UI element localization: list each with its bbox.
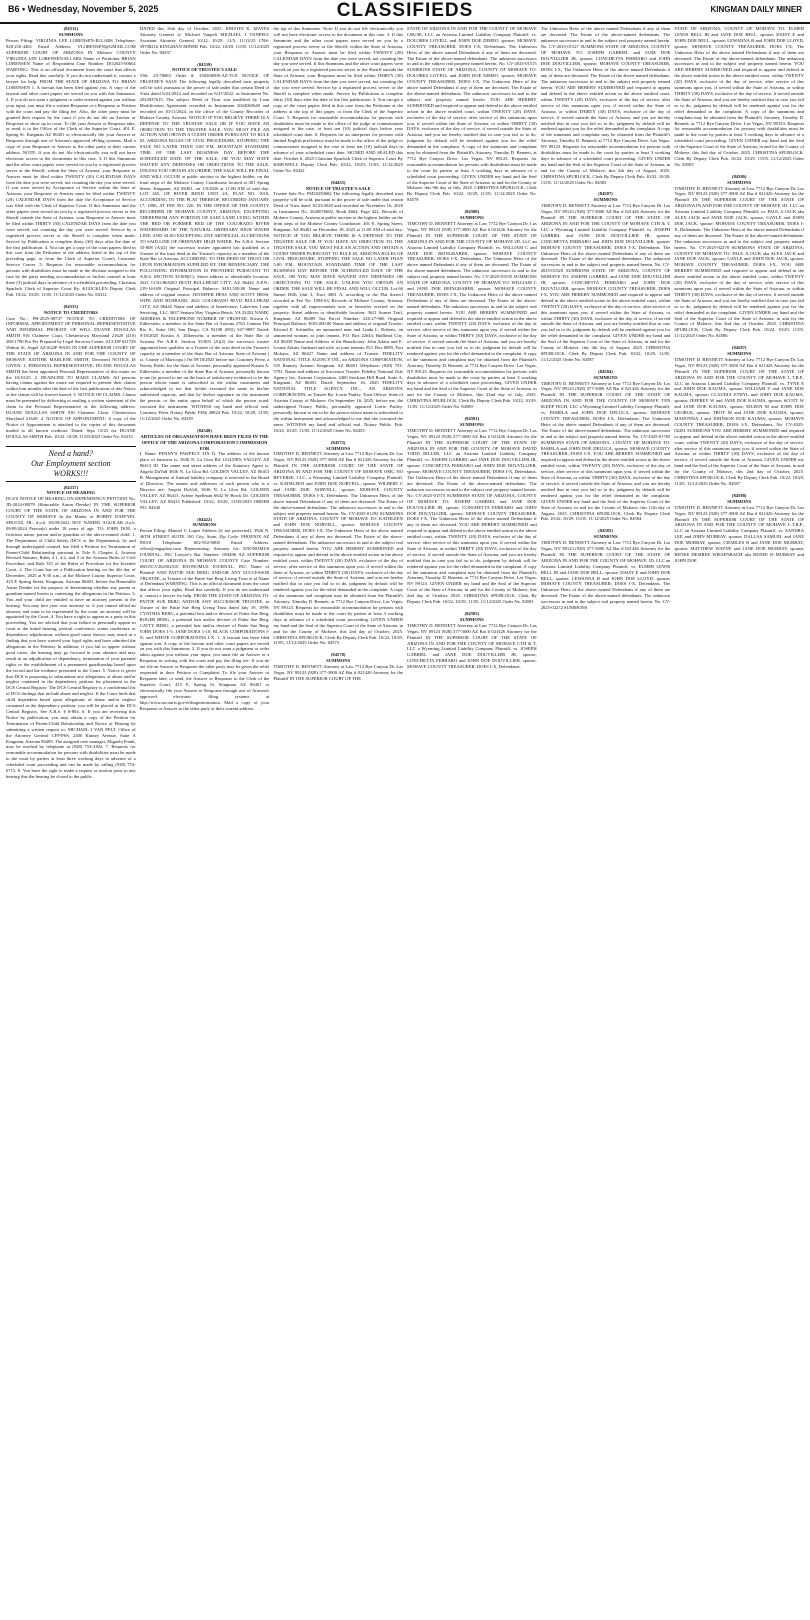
legal-notice [541, 26, 671, 185]
notice-body: the top of this Summons. Note: If you do not file electronically you will not have electronic access to the document in this case. 3. If this Summons and the other court papers were served on you by a registered process server or the Sheriff, within the State of Arizona, your Response or Answer must be filed within TWENTY (20) CALENDAR DAYS from the date you were served, not counting the day you were served. If this Summons and the other court papers were served on you by a registered process server or the Sheriff outside the State of Arizona, your Response must be filed within THIRTY (30) CALENDAR DAYS from the date you were served, not counting the day you were served. Service by a registered process server or the Sheriff is complete when made. Service by Publication is complete thirty (30) days after the date of the first publication. 4. You can get a copy of the court papers filed in this case from the Petitioner at the address at the top of this paper, or from the Clerk of the Superior Court. 5. Requests for reasonable accommodation for persons with disabilities must be made to the office of the judge or commissioner assigned to the case, at least ten (10) judicial days before your scheduled court date. 6. Requests for an interpreter for persons with limited English proficiency must be made to the office of the judge or commissioner assigned to the case at least ten (10) judicial days in advance of your scheduled court date. SIGNED AND SEALED this date: October 6, 2025 Christina Spurlock Clerk of Superior Court By KSHOWELL Deputy Clerk Pub. 10/22, 10/29, 11/05, 11/12/2025 Order No. 84422 [273, 26, 404, 173]
notice-title: SUMMONS [459, 215, 484, 221]
notice-title: SUMMONS [593, 197, 618, 203]
legal-notice [273, 180, 403, 434]
notice-title: SUMMONS [727, 498, 752, 504]
legal-notice [140, 428, 270, 511]
notice-title: SUMMONS [459, 616, 484, 622]
notice-body: The Unknown Heirs of the above named Defendants if any of them are deceased. The Estate of the above-named defendants. The unknown successors in and to the subject real property named herein. No. CV-2025-01527 SUMMONS STATE OF ARIZONA, COUNTY OF MOHAVE TO: JOSEPH GABRIEL and JANE DOE DOUVILLIER JR, spouse; CONCHETTA FERRARO and JOHN DOE DOUVILLIER, spouse; MOHAVE COUNTY TREASURER, DOES I-X, The Unknown Heirs of the above named Defendants if any of them are deceased. The Estate of the above-named defendants. The unknown successors in and to the subject real property named herein. YOU ARE HEREBY SUMMONED and required to appear and defend in the above entitled action in the above entitled court, within TWENTY (20) DAYS, exclusive of the day of service, after service of this summons upon you, if served within the State of Arizona, or within THIRTY (30) DAYS, exclusive of the day of service, if served outside the State of Arizona, and you are hereby notified that in case you fail so to do, judgment by default will be rendered against you for the relief demanded in the complaint. A copy of the summons and complaint may be obtained from the Plaintiff's Attorney, Timothy D. Bennett, at 7712 Rye Canyon Drive, Las Vegas, NV 89123. Requests for reasonable accommodation for persons with disabilities must be made to the court by parties at least 3 working days in advance of a scheduled court proceeding. GIVEN UNDER my hand and the Seal of the Superior Court of the State of Arizona, in and for the County of Mohave, this 4th day of August, 2025. CHRISTINA SPURLOCK, Clerk By Deputy Clerk Pub. 10/22, 10/29, 11/05, 11/12/2025 Order No. 84583 [540, 26, 671, 185]
notice-body: TIMOTHY D. BENNETT Attorney at Law 7712 Rye Canyon Dr. Las Vegas, NV 89123 (928) 377-3000 AZ Bar # 021426 Attorney for the Plaintiff IN THE SUPERIOR COURT OF THE STATE OF ARIZONA IN AND FOR THE COUNTY OF MOHAVE 1D, LLC an Arizona Limited Liability Company Plaintiff, vs. PAUL A JACK aka ALEX JACK and JANE DOE JACK, spouse; GAYLE and JOHN DOE JACK, spouse; MOHAVE COUNTY TREASURER, DOES I-X, Defendants. The Unknown Heirs of the above named Defendants if any of them are deceased. The Estate of the above-named defendants. The unknown successors in and to the subject real property named herein. No. CV-2025-02278 SUMMONS STATE OF ARIZONA, COUNTY OF MOHAVE TO: PAUL A JACK aka ALEX JACK and JANE DOE JACK, spouse; GAYLE and JOHN DOE JACK, spouse; MOHAVE COUNTY TREASURER, DOES I-X, YOU ARE HEREBY SUMMONED and required to appear and defend in the above entitled action in the above entitled court, within TWENTY (20) DAYS, exclusive of the day of service, after service of this summons upon you, if served within the State of Arizona, or within THIRTY (30) DAYS, exclusive of the day of service, if served outside the State of Arizona, and you are hereby notified that in case you fail so to do, judgment by default will be rendered against you for the relief demanded in the complaint. GIVEN UNDER my hand and the Seal of the Superior Court of the State of Arizona, in and for the County of Mohave, this 2nd day of October, 2025. CHRISTINA SPURLOCK, Clerk By Deputy Clerk Pub. 10/22, 10/29, 11/05, 11/12/2025 Order No. 84586 [674, 185, 805, 339]
notice-number: (84581) [464, 416, 480, 421]
notice-number: (84422) [197, 516, 212, 522]
legal-notice [541, 191, 671, 362]
legal-notice [140, 517, 270, 712]
notice-number: (84586) [731, 173, 747, 179]
notice-title: ARTICLES OF ORGANIZATION HAVE BEEN FILED IN THE OFFICE OF THE ARIZONA CORPORATION COMMISSION FOR [140, 433, 269, 451]
notice-body: TIMOTHY D. BENNETT Attorney at Law 7712 Rye Canyon Dr. Las Vegas, NV 89123 (928) 377-3000 AZ Bar # 021426 Attorney for the Plaintiff IN THE SUPERIOR COURT OF THE STATE OF ARIZONA IN AND FOR THE COUNTY OF MOHAVE 2D, LLC an Arizona Limited Liability Company Plaintiff, vs. WILLIAM C and JANE DOE REINGRABER, spouse; MOHAVE COUNTY TREASURER; DOES I-X, Defendants. The Unknown Heirs of the above named Defendants if any of them are deceased. The Estate of the above-named defendants. The unknown successors in and to the subject real property named herein. No. CV-2025-01535 SUMMONS STATE OF ARIZONA, COUNTY OF MOHAVE TO: WILLIAM C and JANE DOE REINGRABER, spouse; MOHAVE COUNTY TREASURER; DOES I-X, The Unknown Heirs of the above named Defendants if any of them are deceased. The Estate of the above-named defendants. The unknown successors in and to the subject real property named herein. YOU ARE HEREBY SUMMONED and required to appear and defend in the above entitled action in the above entitled court, within TWENTY (20) DAYS, exclusive of the day of service, after service of this summons upon you, if served within the State of Arizona, or within THIRTY (30) DAYS, exclusive of the day of service, if served outside the State of Arizona, and you are hereby notified that in case you fail so to do, judgment by default will be rendered against you for the relief demanded in the complaint. A copy of the summons and complaint may be obtained from the Plaintiff's Attorney, Timothy D. Bennett, at 7712 Rye Canyon Drive, Las Vegas, NV 89123. Requests for reasonable accommodation for persons with disabilities must be made to the court by parties at least 3 working days in advance of a scheduled court proceeding. GIVEN UNDER my hand and the Seal of the Superior Court of the State of Arizona, in and for the County of Mohave, this 22nd day of July, 2025. CHRISTINA SPURLOCK, Clerk By Deputy Clerk Pub. 10/22, 10/29, 11/05, 11/12/2025 Order No. 84580 [407, 221, 537, 410]
notice-body: Person Filing: VIRGINIA LEE LORENSEN-ELLARS Telephone: 928-216-4461 Email Address: VLORENSEN@GMAIL.COM SUPERIOR COURT OF ARIZONA IN Mohave COUNTY VIRGINIA LEE LORENSEN-ELLARS Name of Petitioner BRIAN LORENSEN Name of Respondent Case Number: DO2025-00602 WARNING: This is an official document from the court that affects your rights. Read this carefully. If you do not understand it, contact a lawyer for help. FROM THE STATE OF ARIZONA TO: BRIAN LORENSEN 1. A lawsuit has been filed against you. A copy of the lawsuit and other court papers are served on you with this Summons. 2. If you do not want a judgment or order entered against you without your input, you must file a written Response or a Response to Petition with the court and pay the filing fee. Also, the other party must be granted their request by the court if you do not file an Answer or Response or show up in court. To file your Answer or Response take, or send, it to the Office of the Clerk of the Superior Court, 401 E. Spring St. Kingman AZ 86401 or electronically file your Answer or Response through one of Arizona's approved eFiling systems. Mail a copy of your Response or Answer to the other party at their current address. NOTE: If you do not file electronically you will not have electronic access to the documents in this case. 3. If this Summons and the other court papers were served on you by a registered process server or the Sheriff, within the State of Arizona, your Response or Answer must be filed within TWENTY (20) CALENDAR DAYS from the date you were served, not counting the day you were served. If you were served by Acceptance of Service within the State of Arizona, your Response or Answer must be filed within TWENTY (20) CALENDAR DAYS from the date the Acceptance of Service was filed with the Clerk of Superior Court. If this Summons and the other papers were served on you by a registered process server or the Sheriff outside the State of Arizona, your Response or Answer must be filed within THIRTY (30) CALENDAR DAYS from the date you were served, not counting the day you were served. Service by a registered process server or the Sheriff is complete when made. Service by Publication is complete thirty (30) days after the date of the first publication. 4. You can get a copy of the court papers filed in this case from the Petitioner at the address listed at the top of the preceding page, or from the Clerk of Superior Court's Customer Service Center. 5. Requests for reasonable accommodation for persons with disabilities must be made to the division assigned to the case by the party needing accommodation or his/her counsel at least three (3) judicial days in advance of a scheduled proceeding. Christina Spurlock Clerk of Superior Court By: KGOCKLEN Deputy Clerk Pub. 10/22, 10/29, 11/05, 11/12/2025 Order No. 84312 [6, 37, 136, 297]
column-5 [541, 26, 671, 1616]
legal-notice [273, 26, 403, 174]
notice-body: I. Name: PENNY'S PAWFECT TIX II. The address of the known place of business is: 3636 N. La Gloa Rd. GOLDEN VALLEY, AZ 86413 III. The name and street address of the Statutory Agent is: Angela DuVall 3636 N. La Gloa Rd. GOLDEN VALLEY, AZ 86413 B. Management of limited liability company is reserved to the Board of Directors. The names and addresses of each person who is a Director are: Angela DuVall, 3636 N. La Gloa Rd, GOLDEN VALLEY, AZ 86413, Arlene Spellman 6642 W Brock Dr. GOLDEN VALLEY, AZ 86413 Published: 10/22, 10/29, 11/05/2025 ORDER NO. 84340 [139, 451, 270, 510]
notice-title: NOTICE OF TRUSTEE'S SALE [172, 67, 237, 73]
promo-line: WORKS!!! [53, 468, 89, 478]
page-label: B6 • Wednesday, November 5, 2025 [8, 4, 159, 14]
notice-body: DATED this 16th day of October, 2025. KRISTIN K. MAYES Attorney General /s/ Michael Vanpelt MICHAEL J VANPELT Assistant Attorney General 10/22, 10/29, 11/5, 11/12/25 CNS-3970821# KINGMAN MINER Pub. 10/22, 10/29, 11/05, 11/12/2025 Order No. 84337 [139, 26, 270, 55]
legal-notice [407, 209, 537, 410]
notice-body: TIMOTHY D. BENNETT Attorney at Law 7712 Rye Canyon Dr. Las Vegas, NV 89123 (928) 377-3000 AZ Bar # 021426 Attorney for the Plaintiff IN THE SUPERIOR COURT OF THE STATE OF ARIZONA IN AND FOR THE COUNTY OF MOHAVE OMG NO REVERSE, LLC, a Wyoming Limited Liability Company Plaintiff, vs. KATHLEEN and JOHN DOE NORVELL, spouse; WILBERT C and JANE DOE NORVELL, spouse; MOHAVE COUNTY TREASURER, DOES I-X, Defendants. The Unknown Heirs of the above named Defendants if any of them are deceased. The Estate of the above-named defendants. The unknown successors in and to the subject real property named herein. No. CV-2025-01292 SUMMONS STATE OF ARIZONA, COUNTY OF MOHAVE TO: KATHLEEN and JOHN DOE NORVELL, spouse; MOHAVE COUNTY TREASURER, DOES I-X, The Unknown Heirs of the above named Defendants if any of them are deceased. The Estate of the above-named defendants. The unknown successors in and to the subject real property named herein. YOU ARE HEREBY SUMMONED and required to appear and defend in the above entitled action in the above entitled court, within TWENTY (20) DAYS, exclusive of the day of service, after service of this summons upon you, if served within the State of Arizona, or within THIRTY (30) DAYS, exclusive of the day of service, if served outside the State of Arizona, and you are hereby notified that in case you fail so to do, judgment by default will be rendered against you for the relief demanded in the complaint. A copy of the summons and complaint may be obtained from the Plaintiff's Attorney, Timothy D. Bennett, at 7712 Rye Canyon Drive, Las Vegas, NV 89123. Requests for reasonable accommodation for persons with disabilities must be made to the court by parties at least 3 working days in advance of a scheduled court proceeding. GIVEN UNDER my hand and the Seal of the Superior Court of the State of Arizona, in and for the County of Mohave, this 2nd day of October, 2025. CHRISTINA SPURLOCK, Clerk By Deputy Clerk Pub. 10/22, 10/29, 11/05, 11/12/2025 Order No. 84575 [273, 451, 404, 646]
legal-notice [407, 26, 537, 203]
notice-number: (84575) [330, 439, 346, 445]
notice-number: (84339) [197, 61, 212, 67]
legal-notice [674, 345, 804, 487]
column-1 [6, 26, 136, 1616]
legal-notice [140, 62, 270, 422]
notice-body: Trustee Sale No: FM10250682 The following legally described trust property will be sold, pursuant to the power of sale under that certain Deed of Trust dated 10/23/2020 and recorded on November 16, 2020 in Instrument No. 2020076682, Book 4664, Page 422, Records of Mohave County, Arizona at public auction to the highest bidder on the front steps of the Mohave County Courthouse, 401 E. Spring Street, Kingman, AZ 86401 on December 18, 2025 at 11:00 AM of said day: NOTICE! IF YOU BELIEVE THERE IS A DEFENSE TO THE TRUSTEE SALE OR IF YOU HAVE AN OBJECTION TO THE TRUSTEE SALE, YOU MUST FILE AN ACTION AND OBTAIN A COURT ORDER PURSUANT TO RULE 65, ARIZONA RULES OF CIVIL PROCEDURE, STOPPING THE SALE NO LATER THAN 5:00 P.M. MOUNTAIN STANDARD TIME OF THE LAST BUSINESS DAY BEFORE THE SCHEDULED DATE OF THE SALE, OR YOU MAY HAVE WAIVED ANY DEFENSES OR OBJECTIONS TO THE SALE. UNLESS YOU OBTAIN AN ORDER, THE SALE WILL BE FINAL AND WILL OCCUR. Lot 66 Sunset Hills Unit 3, Tract 4061 A, according to the Plat thereof recorded at Fee No. 1994-63, Records of Mohave County, Arizona; together with all improvements now or hereafter erected on the property. Street address or identifiable location: 3621 Sunset Trail, Kingman, AZ 86409 Tax Parcel Number: 226-27-066 Original Principal Balance: $105,000.00 Name and address of original Trustor: Edward E. Schindler, an unmarried man and Linda L. Roberts, an unmarried woman, as joint tenants, P.O. Box 22643, Bullhead City, AZ 86439 Name and Address of the Beneficiary: John Atkins and E. Louise Atkins, husband and wife, as joint tenants, P.O. Box 8085, Fort Mohave, AZ 86427 Name and address of Trustee: FIDELITY NATIONAL TITLE AGENCY INC, an ARIZONA CORPORATION, 535 Ramsey Avenue, Kingman, AZ 86401 Telephone: (928) 753-5791. Name and address of Successor Trustee: Fidelity National Title Agency Inc, Arizona Corporation, 2400 Stockton Hill Road, Suite A, Kingman, AZ 86401. Dated: September 16, 2025 FIDELITY NATIONAL TITLE AGENCY, INC., AN ARIZONA CORPORATION, as Trustee By: Lorrie Pauley, Trust Officer. State of Arizona County of Mohave: On September 16, 2025, before me, the undersigned Notary Public, personally appeared Lorrie Pauley, personally known to me to be the person whose name is subscribed to the within instrument and acknowledged to me that she executed the same. WITNESS my hand and official seal. Notary Public. Pub. 10/22, 10/29, 11/05, 11/12/2025 Order No. 84455 [273, 191, 404, 433]
legal-notice [674, 493, 804, 564]
legal-notice [273, 440, 403, 647]
column-6 [674, 26, 804, 1616]
legal-notice [6, 304, 136, 440]
notice-body: TIMOTHY D. BENNETT Attorney at Law 7712 Rye Canyon Dr. Las Vegas, NV 89123 (928) 377-3000 AZ Bar # 021426 Attorney for the Plaintiff IN THE SUPERIOR COURT OF THE STATE OF ARIZONA IN AND FOR THE COUNTY OF MOHAVE 1D, LLC an Arizona Limited Liability Company Plaintiff, vs. ELMER LEWIS BELL JR and JANE DOE BELL, spouse; DAISY E and JOHN DOE BELL, spouse; LEWANNA B and JOHN DOE LLOYD, spouse; MOHAVE COUNTY TREASURER; DOES I-X, Defendants. The Unknown Heirs of the above named Defendants if any of them are deceased. The Estate of the above-named defendants. The unknown successors in and to the subject real property named herein. No. CV-2025-02272 SUMMONS [540, 540, 671, 611]
columns-container [6, 26, 804, 1616]
legal-notice [6, 485, 136, 780]
notice-number: (84337) [63, 484, 79, 490]
column-3 [273, 26, 403, 1616]
legal-notice [6, 26, 136, 298]
notice-body: TIMOTHY D. BENNETT Attorney at Law 7712 Rye Canyon Dr. Las Vegas, NV 89123 (928) 377-3000 AZ Bar # 021426 Attorney for the Plaintiff IN THE SUPERIOR COURT OF THE STATE OF ARIZONA IN AND FOR THE COUNTY OF MOHAVE CTH & T, LLC a Wyoming Limited Liability Company Plaintiff, vs. JOSEPH GABRIEL and JANE DOE DOUVILLIER JR, spouse; CONCHETTA FERRARO and JOHN DOE DOUVILLIER, spouse; MOHAVE COUNTY TREASURER, DOES I-X, Defendants. [407, 622, 537, 670]
employment-promo [6, 446, 136, 482]
notice-number: (84340) [197, 427, 212, 433]
notice-title: SUMMONS [593, 534, 618, 540]
notice-number: (84578) [330, 652, 346, 658]
notice-body: TS#: 25-78683 Order #: 250200000-AZ-VOI NOTICE OF TRUSTEE'S SALE The following legally described trust property will be sold, pursuant to the power of sale under that certain Deed of Trust dated 6/22/2022 and recorded on 6/27/2022, as Instrument No. 2022037615, The subject Deed of Trust was modified by Loan Modification Agreement recorded as Instrument 2024065649 and recorded on 10/11/2024, in the office of the County Recorder of Mohave County, Arizona. NOTICE! IF YOU BELIEVE THERE IS A DEFENSE TO THE TRUSTEE SALE OR IF YOU HAVE AN OBJECTION TO THE TRUSTEE SALE, YOU MUST FILE AN ACTION AND OBTAIN A COURT ORDER PURSUANT TO RULE 65, ARIZONA RULES OF CIVIL PROCEDURE, STOPPING THE SALE NO LATER THAN 5:00 P.M. MOUNTAIN STANDARD TIME OF THE LAST BUSINESS DAY BEFORE THE SCHEDULED DATE OF THE SALE, OR YOU MAY HAVE WAIVED ANY DEFENSES OR OBJECTIONS TO THE SALE. UNLESS YOU OBTAIN AN ORDER, THE SALE WILL BE FINAL AND WILL OCCUR at public auction to the highest bidder, on the front steps of the Mohave County Courthouse located at 401 Spring Street, Kingman, AZ 86401, on 1/8/2026 at 11:00 AM of said day: LOT 265, OF RIVER BEND UNIT 2A, PLAT NO. 1010, ACCORDING TO THE PLAT THEREOF, RECORDED JANUARY 17, 1986, AT FEE NO. 220, IN THE OFFICE OF THE COUNTY RECORDER OF MOHAVE COUNTY, ARIZONA; EXCEPTING THEREFROM ANY PORTION OF SAID LAND LYING WITHIN THE BED OR FORMER BED OF THE COLORADO RIVER WATERWARD OF THE NATURAL ORDINARY HIGH WATER LINE; AND ALSO EXCEPTING ANY ARTIFICIAL ACCRETIONS TO SAID LINE OF ORDINARY HIGH WATER. Per A.R.S. Section 33-808 (A)(2) the successor trustee appointed has qualified as a Trustee of the trust deed in the Trustee's capacity as a member of the State Bar of Arizona. ACCORDING TO THE DEED OF TRUST OR UPON INFORMATION SUPPLIED BY THE BENEFICIARY. THE FOLLOWING INFORMATION IS PROVIDED PURSUANT TO A.R.S. SECTION 33-808(C): Street address or identifiable location: 2621 COLORADO BLVD BULLHEAD CITY, AZ 86442 A.P.N.: 219-14-049 Original Principal Balance: $181,550.00 Name and address of original trustor: JENNIFER HESS AND SCOTT HESS, WIFE AND HUSBAND, 2621 COLORADO BLVD BULLHEAD CITY, AZ 86442 Name and address of beneficiary: Lakeview Loan Servicing, LLC 3637 Sentara Way Virginia Beach, VA 23452 NAME, ADDRESS & TELEPHONE NUMBER OF TRUSTEE: Kristin A. Zilberstein, a member of the State Bar of Arizona 2763 Camino Del Rio S., Suite 100, San Diego, CA 92108 (855) 347-9887 Dated: 9/18/2025 Kristin A. Zilberstein, a member of the State Bar of Arizona Per A.R.S. Section 33-803 (A)(2) the successor trustee appointed here qualifies as a Trustee of the trust deed in the Trustee's capacity as a member of the State Bar of Arizona. State of Arizona ) ss. County of Maricopa ) On 09/18/2025 before me, Courtney Perez, a Notary Public for the State of Arizona, personally appeared Kristin A. Zilberstein, a member of the State Bar of Arizona, personally known to me (or proved to me on the basis of satisfactory evidence) to be the person whose name is subscribed to the within instrument and acknowledged to me that he/she executed the same in his/her authorized capacity, and that by his/her signature on the instrument the person, or the entity upon behalf of which the person acted, executed the instrument. WITNESS my hand and official seal. Courtney Perez Notary Public FEI# 49824 Pub. 10/22, 10/29, 11/05, 11/12/2025 Order No. 84339 [139, 73, 270, 421]
notice-body: TIMOTHY D. BENNETT Attorney at Law 7712 Rye Canyon Dr. Las Vegas, NV 89123 (928) 377-3000 AZ Bar # 021426 Attorney for the Plaintiff IN THE SUPERIOR COURT OF THE STATE OF ARIZONA IN AND FOR THE COUNTY OF MOHAVE L.T.B.P., LLC an Arizona Limited Liability Company Plaintiff, vs. TYNE E and JOHN DOE KAUMA, spouse; WILLIAM V and JANE DOE KAUMA, spouse; CLAUDIA ETHYL and JOHN DOE KAUMA, spouse; JEFFREY W and JANE DOE KAUMA, spouse; SCOTT W and JANE DOE KAUMA, spouse; EILEEN M and JOHN DOE GEORGE, spouse; TROY M and JANE DOE KAUMA, spouse; MADONNA J and JOHNSON DOE KAUMA, spouse; MOHAVE COUNTY TREASURER, DOES I-X, Defendants. No. CV-2025-02281 SUMMONS YOU ARE HEREBY SUMMONED and required to appear and defend in the above entitled action in the above entitled court, within TWENTY (20) DAYS, exclusive of the day of service, after service of this summons upon you, if served within the State of Arizona, or within THIRTY (30) DAYS, exclusive of the day of service, if served outside the State of Arizona. GIVEN UNDER my hand and the Seal of the Superior Court of the State of Arizona, in and for the County of Mohave, this 2nd day of October, 2025. CHRISTINA SPURLOCK, Clerk By Deputy Clerk Pub. 10/22, 10/29, 11/05, 11/12/2025 Order No. 84587 [674, 356, 805, 486]
notice-number: (84587) [731, 345, 747, 351]
notice-title: SUMMONS [58, 31, 83, 37]
notice-body: TIMOTHY D. BENNETT Attorney at Law 7712 Rye Canyon Dr. Las Vegas, NV 89123 (928) 377-3000 AZ Bar # 021426 Attorney for the Plaintiff IN THE SUPERIOR COURT OF THE STATE OF ARIZONA IN AND FOR THE COUNTY OF MOHAVE L.T.B.P., LLC an Arizona Limited Liability Company Plaintiff, vs. SANDRA LEE and JOHN MURRAY, spouse; DALLAS SAMUEL and JANE DOE MURRAY, spouse; CHARLES R and JANE DOE MURRAY, spouse; MATTHEW WAYNE and JANE DOE MURRAY, spouse; RENEE DESIREE WIESENBACH aka RENEE D MURRAY and JOHN DOE [674, 504, 805, 563]
notice-body: STATE OF ARIZONA, COUNTY OF MOHAVE TO: ELMER LEWIS BELL JR and JANE DOE BELL, spouse; DAISY E and JOHN DOE BELL, spouse; LEWANNA B and JOHN DOE LLOYD, spouse; MOHAVE COUNTY TREASURER, DOES I-X, The Unknown Heirs of the above named Defendants if any of them are deceased. The Estate of the above-named defendants. The unknown successors in and to the subject real property named herein. YOU ARE HEREBY SUMMONED and required to appear and defend in the above entitled action in the above entitled court, within TWENTY (20) DAYS, exclusive of the day of service, after service of this summons upon you, if served within the State of Arizona, or within THIRTY (30) DAYS, exclusive of the day of service, if served outside the State of Arizona, and you are hereby notified that in case you fail so to do, judgment by default will be rendered against you for the relief demanded in the complaint. A copy of the summons and complaint may be obtained from the Plaintiff's Attorney, Timothy D. Bennett, at 7712 Rye Canyon Drive, Las Vegas, NV 89123. Requests for reasonable accommodation for persons with disabilities must be made to the court by parties at least 3 working days in advance of a scheduled court proceeding. GIVEN UNDER my hand and the Seal of the Superior Court of the State of Arizona, in and for the County of Mohave, this 2nd day of October, 2025. CHRISTINA SPURLOCK, Clerk By Deputy Clerk Pub. 10/22, 10/29, 11/05, 11/12/2025 Order No. 84585 [674, 26, 805, 167]
notice-body: TIMOTHY D. BENNETT Attorney at Law 7712 Rye Canyon Dr. Las Vegas, NV 89123 (928) 377-3000 AZ Bar # 021426 Attorney for the Plaintiff IN THE SUPERIOR COURT OF THE STATE OF ARIZONA IN AND FOR THE COUNTY OF MOHAVE TEN SLEEP TECH, LLC a Wyoming Limited Liability Company Plaintiff, vs. PAMELA and JOHN DOE DELUCA, spouse; MOHAVE COUNTY TREASURER; DOES I-X, Defendants. The Unknown Heirs of the above named Defendants if any of them are deceased. The Estate of the above-named defendants. The unknown successors in and to the subject real property named herein. No. CV-2025-01765 SUMMONS STATE OF ARIZONA, COUNTY OF MOHAVE TO: PAMELA and JOHN DOE DELUCA, spouse; MOHAVE COUNTY TREASURER; DOES I-X, YOU ARE HEREBY SUMMONED and required to appear and defend in the above entitled action in the above entitled court, within TWENTY (20) DAYS, exclusive of the day of service, after service of this summons upon you, if served within the State of Arizona, or within THIRTY (30) DAYS, exclusive of the day of service, if served outside the State of Arizona, and you are hereby notified that in case you fail so to do, judgment by default will be rendered against you for the relief demanded in the complaint. GIVEN UNDER my hand and the Seal of the Superior Court of the State of Arizona, in and for the County of Mohave, this 11th day of August, 2025. CHRISTINA SPURLOCK, Clerk By Deputy Clerk Pub. 10/22, 10/29, 11/05, 11/12/2025 Order No. 84584 [540, 380, 671, 522]
notice-number: (84585) [598, 528, 613, 534]
notice-title: SUMMONS [192, 522, 217, 528]
notice-body: STATE OF ARIZONA IN AND FOR THE COUNTY OF MOHAVE CRUSE, LLC an Arizona Limited Liability Company Plaintiff, vs. DOLORES LOVELL and JOHN DOE DIMEO, spouse; MOHAVE COUNTY TREASURER, DOES I-X, Defendants. The Unknown Heirs of the above named Defendants if any of them are deceased. The Estate of the above-named defendants. The unknown successors in and to the subject real property named herein. No. CV-2025-01515 SUMMONS STATE OF ARIZONA, COUNTY OF MOHAVE TO: DOLORES LOVELL and JOHN DOE DIMEO, spouse; MOHAVE COUNTY TREASURER, DOES I-X, The Unknown Heirs of the above named Defendants if any of them are deceased. The Estate of the above-named defendants. The unknown successors in and to the subject real property named herein. YOU ARE HEREBY SUMMONED and required to appear and defend in the above entitled action in the above entitled court, within TWENTY (20) DAYS, exclusive of the day of service, after service of this summons upon you, if served within the State of Arizona, or within THIRTY (30) DAYS, exclusive of the day of service, if served outside the State of Arizona, and you are hereby notified that in case you fail so to do, judgment by default will be rendered against you for the relief demanded in the complaint. A copy of the summons and complaint may be obtained from the Plaintiff's Attorney, Timothy D. Bennett, at 7712 Rye Canyon Drive, Las Vegas, NV 89123. Requests for reasonable accommodation for persons with disabilities must be made to the court by parties at least 3 working days in advance of a scheduled court proceeding. GIVEN UNDER my hand and the Seal of the Superior Court of the State of Arizona, in and for the County of Mohave, this 9th day of July, 2025. CHRISTINA SPURLOCK, Clerk By Deputy Clerk Pub. 10/22, 10/29, 11/05, 11/12/2025 Order No. 84578 [407, 26, 537, 203]
notice-body: Case No.: PB-2025-00737 NOTICE TO CREDITORS OF INFORMAL APPOINTMENT OF PERSONAL REPRESENTATIVE AND INFORMAL PROBATE OF WILL DUANE DOUGLAS SMITH 916 Claimere Court, Chestertown Maryland 21620 (410) 280-1790 Pro Per Prepared by Legal Services Center, ACCDP #31738 Walnut St, Angel AZ1622P 90165 IN THE SUPERIOR COURT OF THE STATE OF ARIZONA IN AND FOR THE COUNTY OF MOHAVE JUDITHE MARLENE SMITH, Deceased NOTICE IS GIVEN: 1. PERSONAL REPRESENTATIVE: DUANE DOUGLAS SMITH has been appointed Personal Representative of this estate on the 10/10/25. 2. DEADLINE TO MAKE CLAIMS: All persons having claims against the estate are required to present their claims within four months after the date of the first publication of this Notice or the claims will be forever barred. 3. NOTICE OF CLAIMS: Claims must be presented by delivering or mailing a written statement of the claim to the Personal Representative at the following address: DUANE DOUGLAS SMITH 916 Claimere Close, Chestertown Maryland 21620. 4. NOTICE OF APPOINTMENT: A copy of the Notice of Appointment is attached to the copies of this document mailed to all known creditors. Dated: Sept 15/25 for DUANE DOUGLAS SMITH Pub. 10/22, 10/29, 11/05/2025 Order No. 84333 [6, 315, 136, 439]
legal-notice [407, 416, 537, 605]
notice-number: (84587) [598, 191, 613, 197]
notice-number: (84580) [464, 209, 480, 215]
promo-line: Need a hand? [48, 448, 94, 458]
column-4 [407, 26, 537, 1616]
section-title: CLASSIFIEDS [336, 0, 474, 21]
notice-title: NOTICE OF HEARING [46, 490, 96, 496]
notice-number: (84584) [598, 368, 613, 374]
notice-number: (84588) [731, 492, 747, 498]
notice-body: DCS'S NOTICE OF HEARING ON DEPENDENCY PETITION No. JD-2024-00079 (Honorable Aaron Demke) IN THE SUPERIOR COURT OF THE STATE OF ARIZONA IN AND FOR THE COUNTY OF MOHAVE In the Matter of BOBBY DAFFYEL SHULTZ, JR., d.o.b. 05/09/2022 NOT NAMED AGUILAR d.o.b. 09/09/2024 Person(s) under 18 years of age. TO: JOHN DOE, a fictitious name, parent and/or guardian of the above-named child. 1. The Department of Child Safety (DCS or the Department), by and through undersigned counsel, has filed a Petition for Termination of Parent-Child Relationship pursuant to Title 8, Chapter 4, Arizona Revised Statutes, Rules 4.1, 4.2, and 5 of the Arizona Rules of Civil Procedure, and Rule 351 of the Rules of Procedure for the Juvenile Court. 2. The Court has set a Publication hearing on the 4th day of December, 2025 at 9:30 a.m., at the Mohave County Superior Court, 415 E Spring Street, Kingman, Arizona 86401, before the Honorable Aaron Demke for the purpose of determining whether any parent or guardian named herein is contesting the allegations in the Petition. 3. You and your child are entitled to have an attorney present at the hearing. You may hire your own attorney or, if you cannot afford an attorney and want to be represented by the court, an attorney will be appointed by the Court. 4. You have a right to appear as a party in this proceeding. You are advised that your failure to personally appear in court at the initial hearing, pretrial conference, status conference or dependency adjudication, without good cause shown, may result in a finding that you have waived your legal rights and have admitted the allegations in the Petition. In addition, if you fail to appear without good cause, the hearing may go forward in your absence and may result in an adjudication of dependency, termination of your parental rights or the establishment of a permanent guardianship based upon the record and the evidence presented to the Court. 5. Notice is given that DCS is proposing to substantiate any allegations of abuse and/or neglect contained in the dependency petition for placement in the DCS Central Registry. The DCS Central Registry is a confidential list of DCS findings that include abuse and neglect. If the Court finds that child dependent based upon allegations of abuse and/or neglect contained in the dependency petition, you will be placed in the DCS Central Registry. See A.R.S. § 8-804. 6. If you are receiving this Notice by publication, you may obtain a copy of the Petition for Termination of Parent-Child Relationship and Notice of Hearing by submitting a written request to: MICHAEL J VAN PELT, Office of the Attorney General CFP/PSS, 2400 Kinney Avenue, Suite A Kingman, Arizona 86409. The assigned case manager, Miguela Frank, may be reached by telephone at (928) 753-2302. 7. Requests for reasonable accommodation for persons with disabilities must be made to the court by parties at least three working days in advance of a scheduled court proceeding and can be made by calling (928) 753-0713. 8. You have the right to make a request or motion prior to any hearing that the hearing be closed to the public. [6, 496, 136, 779]
notice-title: SUMMONS [727, 179, 752, 185]
notice-number: (84455) [330, 179, 346, 185]
notice-body: TIMOTHY D. BENNETT Attorney at Law 7712 Rye Canyon Dr. Las Vegas, NV 89123 (928) 377-3000 AZ Bar # 021426 Attorney for the Plaintiff IN THE SUPERIOR COURT OF THE STATE OF ARIZONA IN AND FOR THE COUNTY OF MOHAVE CTH & T, LLC a Wyoming Limited Liability Company Plaintiff, vs. JOSEPH GABRIEL and JANE DOE DOUVILLIER JR, spouse; CONCHETTA FERRARO and JOHN DOE DOUVILLIER, spouse; MOHAVE COUNTY TREASURER, DOES I-X, Defendants. The Unknown Heirs of the above named Defendants if any of them are deceased. The Estate of the above-named defendants. The unknown successors in and to the subject real property named herein. No. CV-2025-01528 SUMMONS STATE OF ARIZONA, COUNTY OF MOHAVE TO: JOSEPH GABRIEL and JANE DOE DOUVILLIER JR, spouse; CONCHETTA FERRARO and JOHN DOE DOUVILLIER, spouse; MOHAVE COUNTY TREASURER, DOES I-X, YOU ARE HEREBY SUMMONED and required to appear and defend in the above entitled action in the above entitled court, within TWENTY (20) DAYS, exclusive of the day of service, after service of this summons upon you, if served within the State of Arizona, or within THIRTY (30) DAYS, exclusive of the day of service, if served outside the State of Arizona, and you are hereby notified that in case you fail so to do, judgment by default will be rendered against you for the relief demanded in the complaint. GIVEN UNDER my hand and the Seal of the Superior Court of the State of Arizona, in and for the County of Mohave, this 4th day of August, 2025. CHRISTINA SPURLOCK, Clerk By Deputy Clerk Pub. 10/22, 10/29, 11/05, 11/12/2025 Order No. 84587 [540, 203, 671, 362]
page-header [0, 0, 810, 24]
notice-number: (84583) [464, 611, 480, 616]
notice-title: SUMMONS [326, 445, 351, 451]
legal-notice [674, 26, 804, 168]
notice-title: NOTICE OF TRUSTEE'S SALE [305, 185, 371, 191]
legal-notice [140, 26, 270, 56]
notice-title: SUMMONS [459, 421, 484, 427]
notice-body: TIMOTHY D. BENNETT Attorney at Law 7712 Rye Canyon Dr. Las Vegas, NV 89123 (928) 377-3000 AZ Bar # 021426 Attorney for the Plaintiff IN THE SUPERIOR COURT OF THE [273, 664, 404, 681]
notice-body: TIMOTHY D. BENNETT Attorney at Law 7712 Rye Canyon Dr. Las Vegas, NV 89123 (928) 377-3000 AZ Bar # 021426 Attorney for the Plaintiff IN THE SUPERIOR COURT OF THE STATE OF ARIZONA IN AND FOR THE COUNTY OF MOHAVE DAVID TODD BILLER, LLC an Arizona Limited Liability Company Plaintiff, vs. JOSEPH GABRIEL and JANE DOE DOUVILLIER JR, spouse; CONCHETTA FERRARO and JOHN DOE DOUVILLIER, spouse; MOHAVE COUNTY TREASURER, DOES I-X, Defendants. The Unknown Heirs of the above named Defendants if any of them are deceased. The Estate of the above-named defendants. The unknown successors in and to the subject real property named herein. No. CV-2025-01575 SUMMONS STATE OF ARIZONA, COUNTY OF MOHAVE TO: JOSEPH GABRIEL and JANE DOE DOUVILLIER JR, spouse; CONCHETTA FERRARO and JOHN DOE DOUVILLIER, spouse; MOHAVE COUNTY TREASURER, DOES I-X, The Unknown Heirs of the above named Defendants if any of them are deceased. YOU ARE HEREBY SUMMONED and required to appear and defend in the above entitled action in the above entitled court, within TWENTY (20) DAYS, exclusive of the day of service, after service of this summons upon you, if served within the State of Arizona, or within THIRTY (30) DAYS, exclusive of the day of service, if served outside the State of Arizona, and you are hereby notified that in case you fail so to do, judgment by default will be rendered against you for the relief demanded in the complaint. A copy of the summons and complaint may be obtained from the Plaintiff's Attorney, Timothy D. Bennett, at 7712 Rye Canyon Drive, Las Vegas, NV 89123. GIVEN UNDER my hand and the Seal of the Superior Court of the State of Arizona, in and for the County of Mohave, this 2nd day of October, 2025. CHRISTINA SPURLOCK, Clerk By Deputy Clerk Pub. 10/22, 10/29, 11/05, 11/12/2025 Order No. 84581 [407, 427, 537, 605]
notice-number: (84312) [63, 26, 79, 31]
notice-number: (84333) [63, 303, 79, 309]
legal-notice [541, 528, 671, 611]
notice-title: SUMMONS [326, 658, 351, 664]
notice-title: SUMMONS [593, 374, 618, 380]
notice-body: Person Filing: Manuel C Lopez Address (if not protected): 3926 N. 46TH STREET SUITE 100 City, State, Zip Code: PHOENIX AZ 85018 Telephone: 602-952-0000 Email Address: office@engaplaw.com Representing: Attorney for: ENONOMUS JOURNAL, INC Lawyer's Bar Number: 004496 AZ SUPERIOR COURT OF ARIZONA IN MOHAVE COUNTY Case Number: S8015CV202502510 ENONOMUS JOURNAL, INC Name of Plaintiff AND PATTIE SUE BERG AND/OR ANY SUCCESSOR TRUSTEE, as Trustee of the Pattie Sue Berg Living Trust et al Name of Defendant WARNING: This is an official document from the court that affects your rights. Read this carefully. If you do not understand it, contact a lawyer for help. FROM THE STATE OF ARIZONA TO: PATTIE SUE BERG AND/OR ANY SUCCESSOR TRUSTEE, as Trustee of the Pattie Sue Berg Living Trust dated July 19, 1999; CYNTHIA BERG, a potential heir and/or devisee of Pattie Sue Berg; ROGER BERG, a potential heir and/or devisee of Pattie Sue Berg; CATTY BERG, a potential heir and/or devisee of Pattie Sue Berg; JOHN DOES 1-5; JANE DOES 1-10; BLACK CORPORATIONS I-X; and WHITE CORPORATIONS I-X. 1. A lawsuit has been filed against you. A copy of the lawsuit and other court papers are served on you with this Summons. 2. If you do not want a judgment or order taken against you without your input, you must file an Answer or a Response in writing with the court and pay the filing fee. If you do not file an Answer or Response the other party may be given the relief requested in their Petition or Complaint. To file your Answer or Response take, or send, the Answer or Response to the Clerk of the Superior Court, 415 E. Spring St. Kingman AZ 86401 or electronically file your Answer or Response through one of Arizona's approved electronic filing systems at http://www.azcourts.gov/efilinginformation. Mail a copy of your Response or Answer to the other party at their current address. [139, 528, 270, 711]
column-2 [140, 26, 270, 1616]
legal-notice [541, 369, 671, 523]
paper-name: KINGMAN DAILY MINER [710, 5, 802, 14]
notice-title: NOTICE TO CREDITORS [43, 309, 98, 315]
notice-title: SUMMONS [727, 351, 752, 357]
legal-notice [674, 174, 804, 339]
legal-notice [407, 611, 537, 670]
legal-notice [273, 652, 403, 682]
promo-line: Our Employment section [31, 458, 111, 468]
